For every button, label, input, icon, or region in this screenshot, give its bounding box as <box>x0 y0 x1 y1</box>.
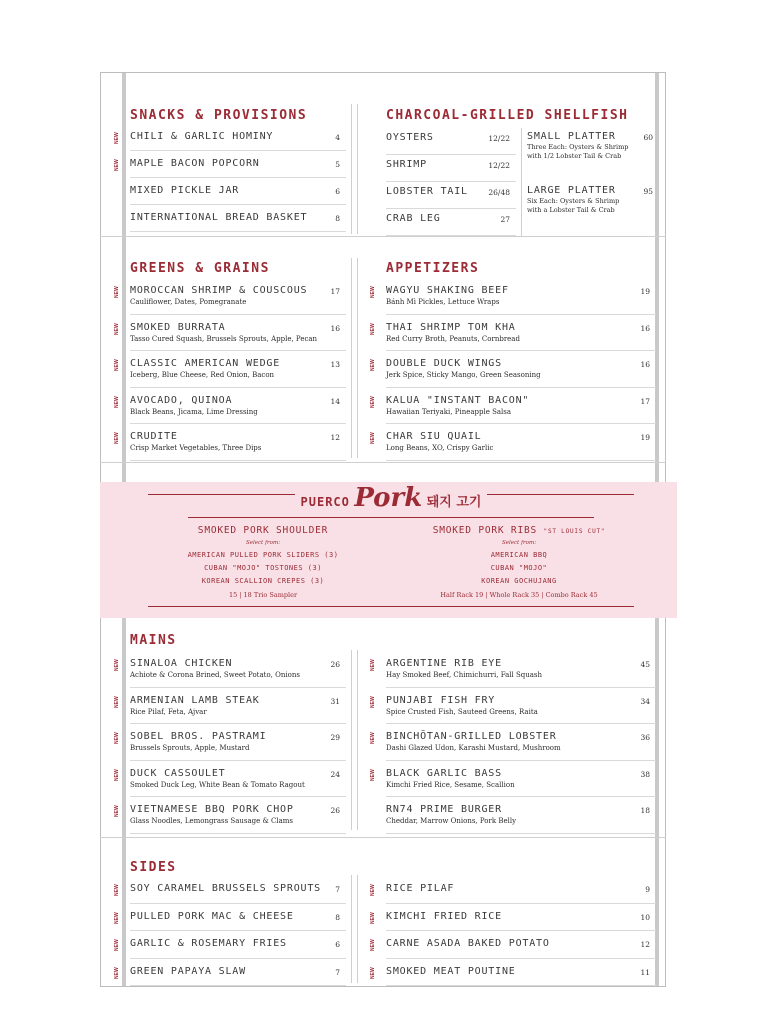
new-tag: NEW <box>114 732 120 744</box>
item-price: 5 <box>335 160 340 169</box>
column-separator <box>351 258 352 458</box>
item-description: Smoked Duck Leg, White Bean & Tomato Ragout <box>130 780 305 789</box>
menu-item <box>114 282 346 315</box>
new-tag <box>114 213 122 225</box>
item-description: Hawaiian Teriyaki, Pineapple Salsa <box>386 407 512 416</box>
menu-item <box>370 428 656 461</box>
pork-ribs-price: Half Rack 19 | Whole Rack 35 | Combo Rack 45 <box>440 591 598 599</box>
select-from-label: Select from: <box>501 540 537 546</box>
item-price: 36 <box>640 733 650 742</box>
item-name: DUCK CASSOULET <box>130 767 226 779</box>
menu-item <box>114 963 346 987</box>
item-price: 10 <box>640 912 650 922</box>
item-price: 24 <box>330 769 340 779</box>
section-title-appetizers: APPETIZERS <box>386 261 480 276</box>
item-price: 13 <box>330 360 340 369</box>
item-price: 16 <box>330 323 340 333</box>
item-name: THAI SHRIMP TOM KHA <box>386 321 516 333</box>
platter-desc: Three Each: Oysters & Shrimp <box>527 143 629 151</box>
pork-ribs-cut: "ST LOUIS CUT" <box>543 528 606 535</box>
pork-ribs-column <box>404 525 634 599</box>
new-tag: NEW <box>114 659 120 671</box>
menu-item <box>370 935 656 959</box>
platter-name: LARGE PLATTER <box>527 185 616 196</box>
item-price: 27 <box>500 215 510 224</box>
item-name: CHILI & GARLIC HOMINY <box>130 131 274 142</box>
select-from-label: Select from: <box>245 540 281 546</box>
item-description: Long Beans, XO, Crispy Garlic <box>386 444 494 452</box>
new-tag: NEW <box>370 732 376 744</box>
pork-option: CUBAN "MOJO" <box>490 564 548 572</box>
column-separator <box>351 875 352 983</box>
platter-separator <box>521 128 522 236</box>
menu-item <box>130 209 346 232</box>
new-tag: NEW <box>114 966 120 979</box>
new-tag: NEW <box>114 359 120 371</box>
menu-item <box>114 392 346 425</box>
pork-option: AMERICAN PULLED PORK SLIDERS (3) <box>187 551 339 559</box>
new-tag: NEW <box>370 395 376 408</box>
new-tag: NEW <box>114 695 120 708</box>
column-separator <box>351 650 352 830</box>
pork-ribs-title <box>404 525 634 536</box>
item-name: BLACK GARLIC BASS <box>386 767 502 779</box>
menu-item <box>386 801 656 834</box>
item-price: 12/22 <box>488 134 510 143</box>
pork-option: CUBAN "MOJO" TOSTONES (3) <box>204 564 322 572</box>
item-name: LOBSTER TAIL <box>386 186 468 197</box>
item-name: CARNE ASADA BAKED POTATO <box>386 938 550 949</box>
item-name: SOBEL BROS. PASTRAMI <box>130 731 267 742</box>
new-tag: NEW <box>370 695 376 708</box>
menu-item <box>370 692 656 725</box>
item-name: SHRIMP <box>386 159 427 170</box>
shellfish-item <box>386 128 516 155</box>
section-title-sides: SIDES <box>130 860 177 875</box>
item-name: CRUDITE <box>130 431 178 442</box>
item-description: Red Curry Broth, Peanuts, Cornbread <box>386 334 520 343</box>
item-description: Cheddar, Marrow Onions, Pork Belly <box>386 817 517 825</box>
new-tag: NEW <box>370 911 376 924</box>
menu-item <box>114 935 346 959</box>
item-price: 12/22 <box>488 161 510 170</box>
menu-item <box>114 765 346 798</box>
menu-item <box>114 728 346 761</box>
new-tag: NEW <box>114 884 120 896</box>
pork-ribs-title-text: SMOKED PORK RIBS <box>432 525 537 536</box>
menu-item <box>370 880 656 904</box>
item-name: KIMCHI FRIED RICE <box>386 910 502 922</box>
new-tag: NEW <box>370 286 376 298</box>
item-price: 17 <box>330 287 340 296</box>
section-title-shellfish: CHARCOAL-GRILLED SHELLFISH <box>386 108 629 123</box>
menu-item <box>114 692 346 725</box>
platter-price: 60 <box>643 133 653 142</box>
section-title-snacks: SNACKS & PROVISIONS <box>130 108 308 123</box>
platter-price: 95 <box>643 187 653 196</box>
new-tag: NEW <box>114 432 120 444</box>
new-tag: NEW <box>114 395 120 408</box>
menu-item <box>370 392 656 425</box>
item-description: Kimchi Fried Rice, Sesame, Scallion <box>386 780 515 789</box>
item-name: DOUBLE DUCK WINGS <box>386 358 502 369</box>
item-price: 11 <box>640 967 650 977</box>
item-description: Tasso Cured Squash, Brussels Sprouts, Apple, Pecan <box>130 334 318 343</box>
menu-item <box>370 282 656 315</box>
item-name: MAPLE BACON POPCORN <box>130 158 260 169</box>
item-price: 4 <box>335 133 340 142</box>
pork-shoulder-title: SMOKED PORK SHOULDER <box>197 525 329 536</box>
menu-item <box>114 428 346 461</box>
item-name: MOROCCAN SHRIMP & COUSCOUS <box>130 285 308 296</box>
item-name: INTERNATIONAL BREAD BASKET <box>130 212 308 223</box>
new-tag: NEW <box>114 768 120 781</box>
new-tag: NEW <box>114 286 120 298</box>
item-price: 7 <box>335 967 340 977</box>
shellfish-item <box>386 155 516 182</box>
new-tag: NEW <box>370 432 376 444</box>
new-tag: NEW <box>114 322 120 335</box>
menu-item <box>114 355 346 388</box>
new-tag: NEW <box>114 132 120 144</box>
platter-desc: with a Lobster Tail & Crab <box>527 206 615 214</box>
item-description: Cauliflower, Dates, Pomegranate <box>130 298 247 306</box>
menu-item <box>370 728 656 761</box>
menu-item <box>114 319 346 352</box>
new-tag: NEW <box>370 659 376 671</box>
item-name: ARMENIAN LAMB STEAK <box>130 694 260 706</box>
pork-subrule <box>188 517 594 518</box>
platter-name: SMALL PLATTER <box>527 131 616 142</box>
new-tag: NEW <box>370 768 376 781</box>
menu-item <box>114 655 346 688</box>
pork-heading-spanish: PUERCO <box>300 495 350 509</box>
pork-heading-script: Pork <box>354 483 423 513</box>
item-description: Achiote & Corona Brined, Sweet Potato, Onions <box>130 671 300 679</box>
section-divider <box>100 462 666 463</box>
item-price: 6 <box>335 187 340 196</box>
item-price: 29 <box>330 733 340 742</box>
item-price: 12 <box>640 940 650 949</box>
item-description: Bánh Mì Pickles, Lettuce Wraps <box>386 298 500 306</box>
item-name: WAGYU SHAKING BEEF <box>386 285 509 296</box>
item-price: 19 <box>640 433 650 442</box>
item-price: 34 <box>640 696 650 706</box>
column-separator <box>357 875 358 983</box>
column-separator <box>357 104 358 234</box>
menu-item <box>370 319 656 352</box>
item-price: 7 <box>335 885 340 894</box>
column-separator <box>351 104 352 234</box>
new-tag: NEW <box>114 805 120 817</box>
item-description: Black Beans, Jicama, Lime Dressing <box>130 407 258 416</box>
pork-shoulder-column <box>148 525 378 599</box>
new-tag: NEW <box>370 322 376 335</box>
item-name: RICE PILAF <box>386 883 455 894</box>
section-divider <box>100 236 666 237</box>
item-price: 31 <box>330 696 340 706</box>
item-name: CLASSIC AMERICAN WEDGE <box>130 358 281 369</box>
item-name: AVOCADO, QUINOA <box>130 394 233 406</box>
large-platter <box>527 185 653 215</box>
item-description: Jerk Spice, Sticky Mango, Green Seasoning <box>386 371 541 379</box>
item-name: BINCHŌTAN-GRILLED LOBSTER <box>386 731 557 742</box>
pork-option: KOREAN SCALLION CREPES (3) <box>201 577 325 585</box>
item-price: 14 <box>330 396 340 406</box>
item-description: Spice Crusted Fish, Sauteed Greens, Raita <box>386 707 538 716</box>
pork-heading-korean: 돼지 고기 <box>426 495 482 510</box>
item-name: PUNJABI FISH FRY <box>386 694 496 706</box>
item-price: 45 <box>640 660 650 669</box>
pork-shoulder-price: 15 | 18 Trio Sampler <box>228 591 298 599</box>
item-description: Dashi Glazed Udon, Karashi Mustard, Mushroom <box>386 744 561 752</box>
menu-item <box>370 765 656 798</box>
item-name: SMOKED BURRATA <box>130 321 226 333</box>
item-name: SINALOA CHICKEN <box>130 658 233 669</box>
item-description: Crisp Market Vegetables, Three Dips <box>130 444 262 452</box>
item-price: 26/48 <box>488 188 510 197</box>
item-name: CHAR SIU QUAIL <box>386 431 482 442</box>
new-tag: NEW <box>370 966 376 979</box>
item-name: VIETNAMESE BBQ PORK CHOP <box>130 804 294 815</box>
item-name: PULLED PORK MAC & CHEESE <box>130 910 294 922</box>
item-price: 8 <box>335 214 340 223</box>
pork-heading <box>148 483 634 513</box>
menu-item <box>370 355 656 388</box>
item-price: 12 <box>330 433 340 442</box>
menu-item <box>114 880 346 904</box>
section-title-greens: GREENS & GRAINS <box>130 261 270 276</box>
menu-item <box>130 182 346 205</box>
item-name: GARLIC & ROSEMARY FRIES <box>130 938 287 949</box>
new-tag: NEW <box>370 884 376 896</box>
new-tag <box>114 186 122 198</box>
item-price: 16 <box>640 323 650 333</box>
item-price: 9 <box>645 885 650 894</box>
item-price: 26 <box>330 660 340 669</box>
menu-item <box>114 908 346 932</box>
item-price: 19 <box>640 287 650 296</box>
pork-feature-box <box>148 483 634 607</box>
pork-option: AMERICAN BBQ <box>490 551 548 559</box>
item-name: SOY CARAMEL BRUSSELS SPROUTS <box>130 883 321 894</box>
column-separator <box>357 650 358 830</box>
item-description: Glass Noodles, Lemongrass Sausage & Clams <box>130 817 293 825</box>
pork-option: KOREAN GOCHUJANG <box>481 577 557 585</box>
new-tag <box>370 805 378 817</box>
item-description: Rice Pilaf, Feta, Ajvar <box>130 707 207 716</box>
section-title-mains: MAINS <box>130 633 177 648</box>
menu-item <box>370 963 656 987</box>
item-name: RN74 PRIME BURGER <box>386 804 502 815</box>
menu-item <box>114 801 346 834</box>
item-description: Hay Smoked Beef, Chimichurri, Fall Squash <box>386 671 543 679</box>
new-tag: NEW <box>370 939 376 951</box>
platter-desc: with 1/2 Lobster Tail & Crab <box>527 152 622 160</box>
item-price: 8 <box>335 912 340 922</box>
section-divider <box>100 837 666 838</box>
item-price: 18 <box>640 806 650 815</box>
menu-item <box>114 155 346 178</box>
small-platter <box>527 131 653 161</box>
item-name: SMOKED MEAT POUTINE <box>386 965 516 977</box>
menu-item <box>370 655 656 688</box>
shellfish-item <box>386 209 516 236</box>
item-price: 16 <box>640 360 650 369</box>
item-name: GREEN PAPAYA SLAW <box>130 965 246 977</box>
item-price: 26 <box>330 806 340 815</box>
menu-item <box>114 128 346 151</box>
item-name: ARGENTINE RIB EYE <box>386 658 502 669</box>
new-tag: NEW <box>114 911 120 924</box>
item-price: 38 <box>640 769 650 779</box>
menu-item <box>370 908 656 932</box>
new-tag: NEW <box>114 939 120 951</box>
new-tag: NEW <box>370 359 376 371</box>
platter-desc: Six Each: Oysters & Shrimp <box>527 197 620 205</box>
new-tag: NEW <box>114 159 120 171</box>
item-name: MIXED PICKLE JAR <box>130 185 240 196</box>
item-name: OYSTERS <box>386 132 434 143</box>
item-name: KALUA "INSTANT BACON" <box>386 394 530 406</box>
item-price: 17 <box>640 396 650 406</box>
shellfish-item <box>386 182 516 209</box>
item-price: 6 <box>335 940 340 949</box>
item-description: Iceberg, Blue Cheese, Red Onion, Bacon <box>130 371 275 379</box>
column-separator <box>357 258 358 458</box>
item-name: CRAB LEG <box>386 213 441 224</box>
item-description: Brussels Sprouts, Apple, Mustard <box>130 744 250 752</box>
